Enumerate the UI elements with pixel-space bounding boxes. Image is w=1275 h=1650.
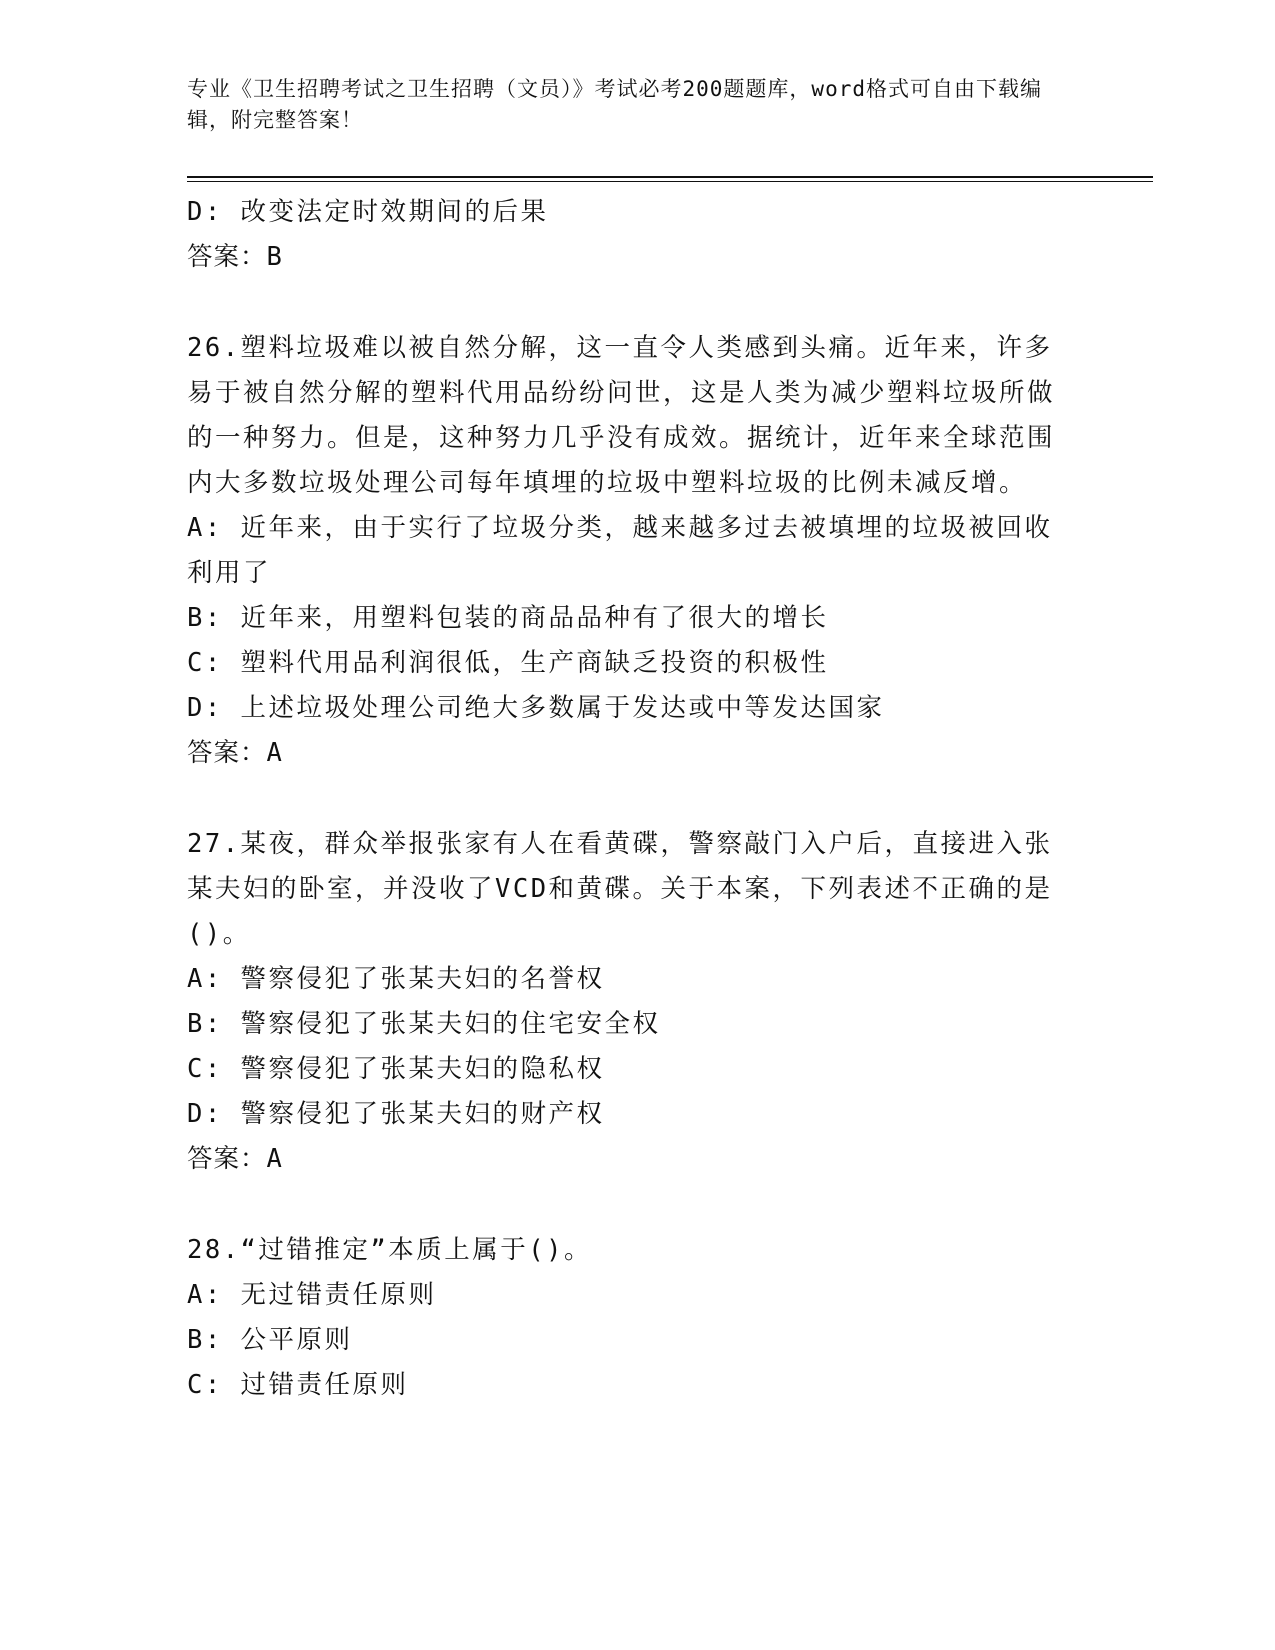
header-divider-thick [187,176,1153,178]
answer-value: B [266,242,283,272]
option-a: A: 无过错责任原则 [187,1280,437,1310]
question-content [187,190,1077,1408]
answer [187,731,1077,776]
question-stem: 28.“过错推定”本质上属于()。 [187,1235,592,1265]
header-divider-thin [187,181,1153,182]
answer-value: A [266,1144,283,1174]
question-26 [187,326,1077,776]
option-c: C: 警察侵犯了张某夫妇的隐私权 [187,1054,605,1084]
answer [187,1137,1077,1182]
option-b: B: 公平原则 [187,1325,353,1355]
answer-label: 答案： [187,738,267,768]
document-header: 专业《卫生招聘考试之卫生招聘（文员）》考试必考200题题库，word格式可自由下载编辑，附完整答案！ [187,77,1042,132]
question-stem: 26.塑料垃圾难以被自然分解，这一直令人类感到头痛。近年来，许多易于被自然分解的塑料代用品纷纷问世，这是人类为减少塑料垃圾所做的一种努力。但是，这种努力几乎没有成效。据统计，近年来全球范围内大多数垃圾处理公司每年填埋的垃圾中塑料垃圾的比例未减反增。 [187,333,1056,498]
option-c: C: 过错责任原则 [187,1370,409,1400]
option-a: A: 近年来，由于实行了垃圾分类，越来越多过去被填埋的垃圾被回收利用了 [187,513,1053,588]
option-d: D: 上述垃圾处理公司绝大多数属于发达或中等发达国家 [187,693,885,723]
question-27 [187,822,1077,1182]
answer-value: A [266,738,283,768]
prev-option-d: D: 改变法定时效期间的后果 [187,197,549,227]
question-28 [187,1228,1077,1408]
option-d: D: 警察侵犯了张某夫妇的财产权 [187,1099,605,1129]
question-stem: 27.某夜，群众举报张家有人在看黄碟，警察敲门入户后，直接进入张某夫妇的卧室，并没收了VCD和黄碟。关于本案，下列表述不正确的是()。 [187,829,1053,949]
option-b: B: 警察侵犯了张某夫妇的住宅安全权 [187,1009,661,1039]
option-a: A: 警察侵犯了张某夫妇的名誉权 [187,964,605,994]
answer-label: 答案： [187,242,267,272]
answer-label: 答案： [187,1144,267,1174]
option-c: C: 塑料代用品利润很低，生产商缺乏投资的积极性 [187,648,829,678]
option-b: B: 近年来，用塑料包装的商品品种有了很大的增长 [187,603,829,633]
prev-answer [187,235,1077,280]
